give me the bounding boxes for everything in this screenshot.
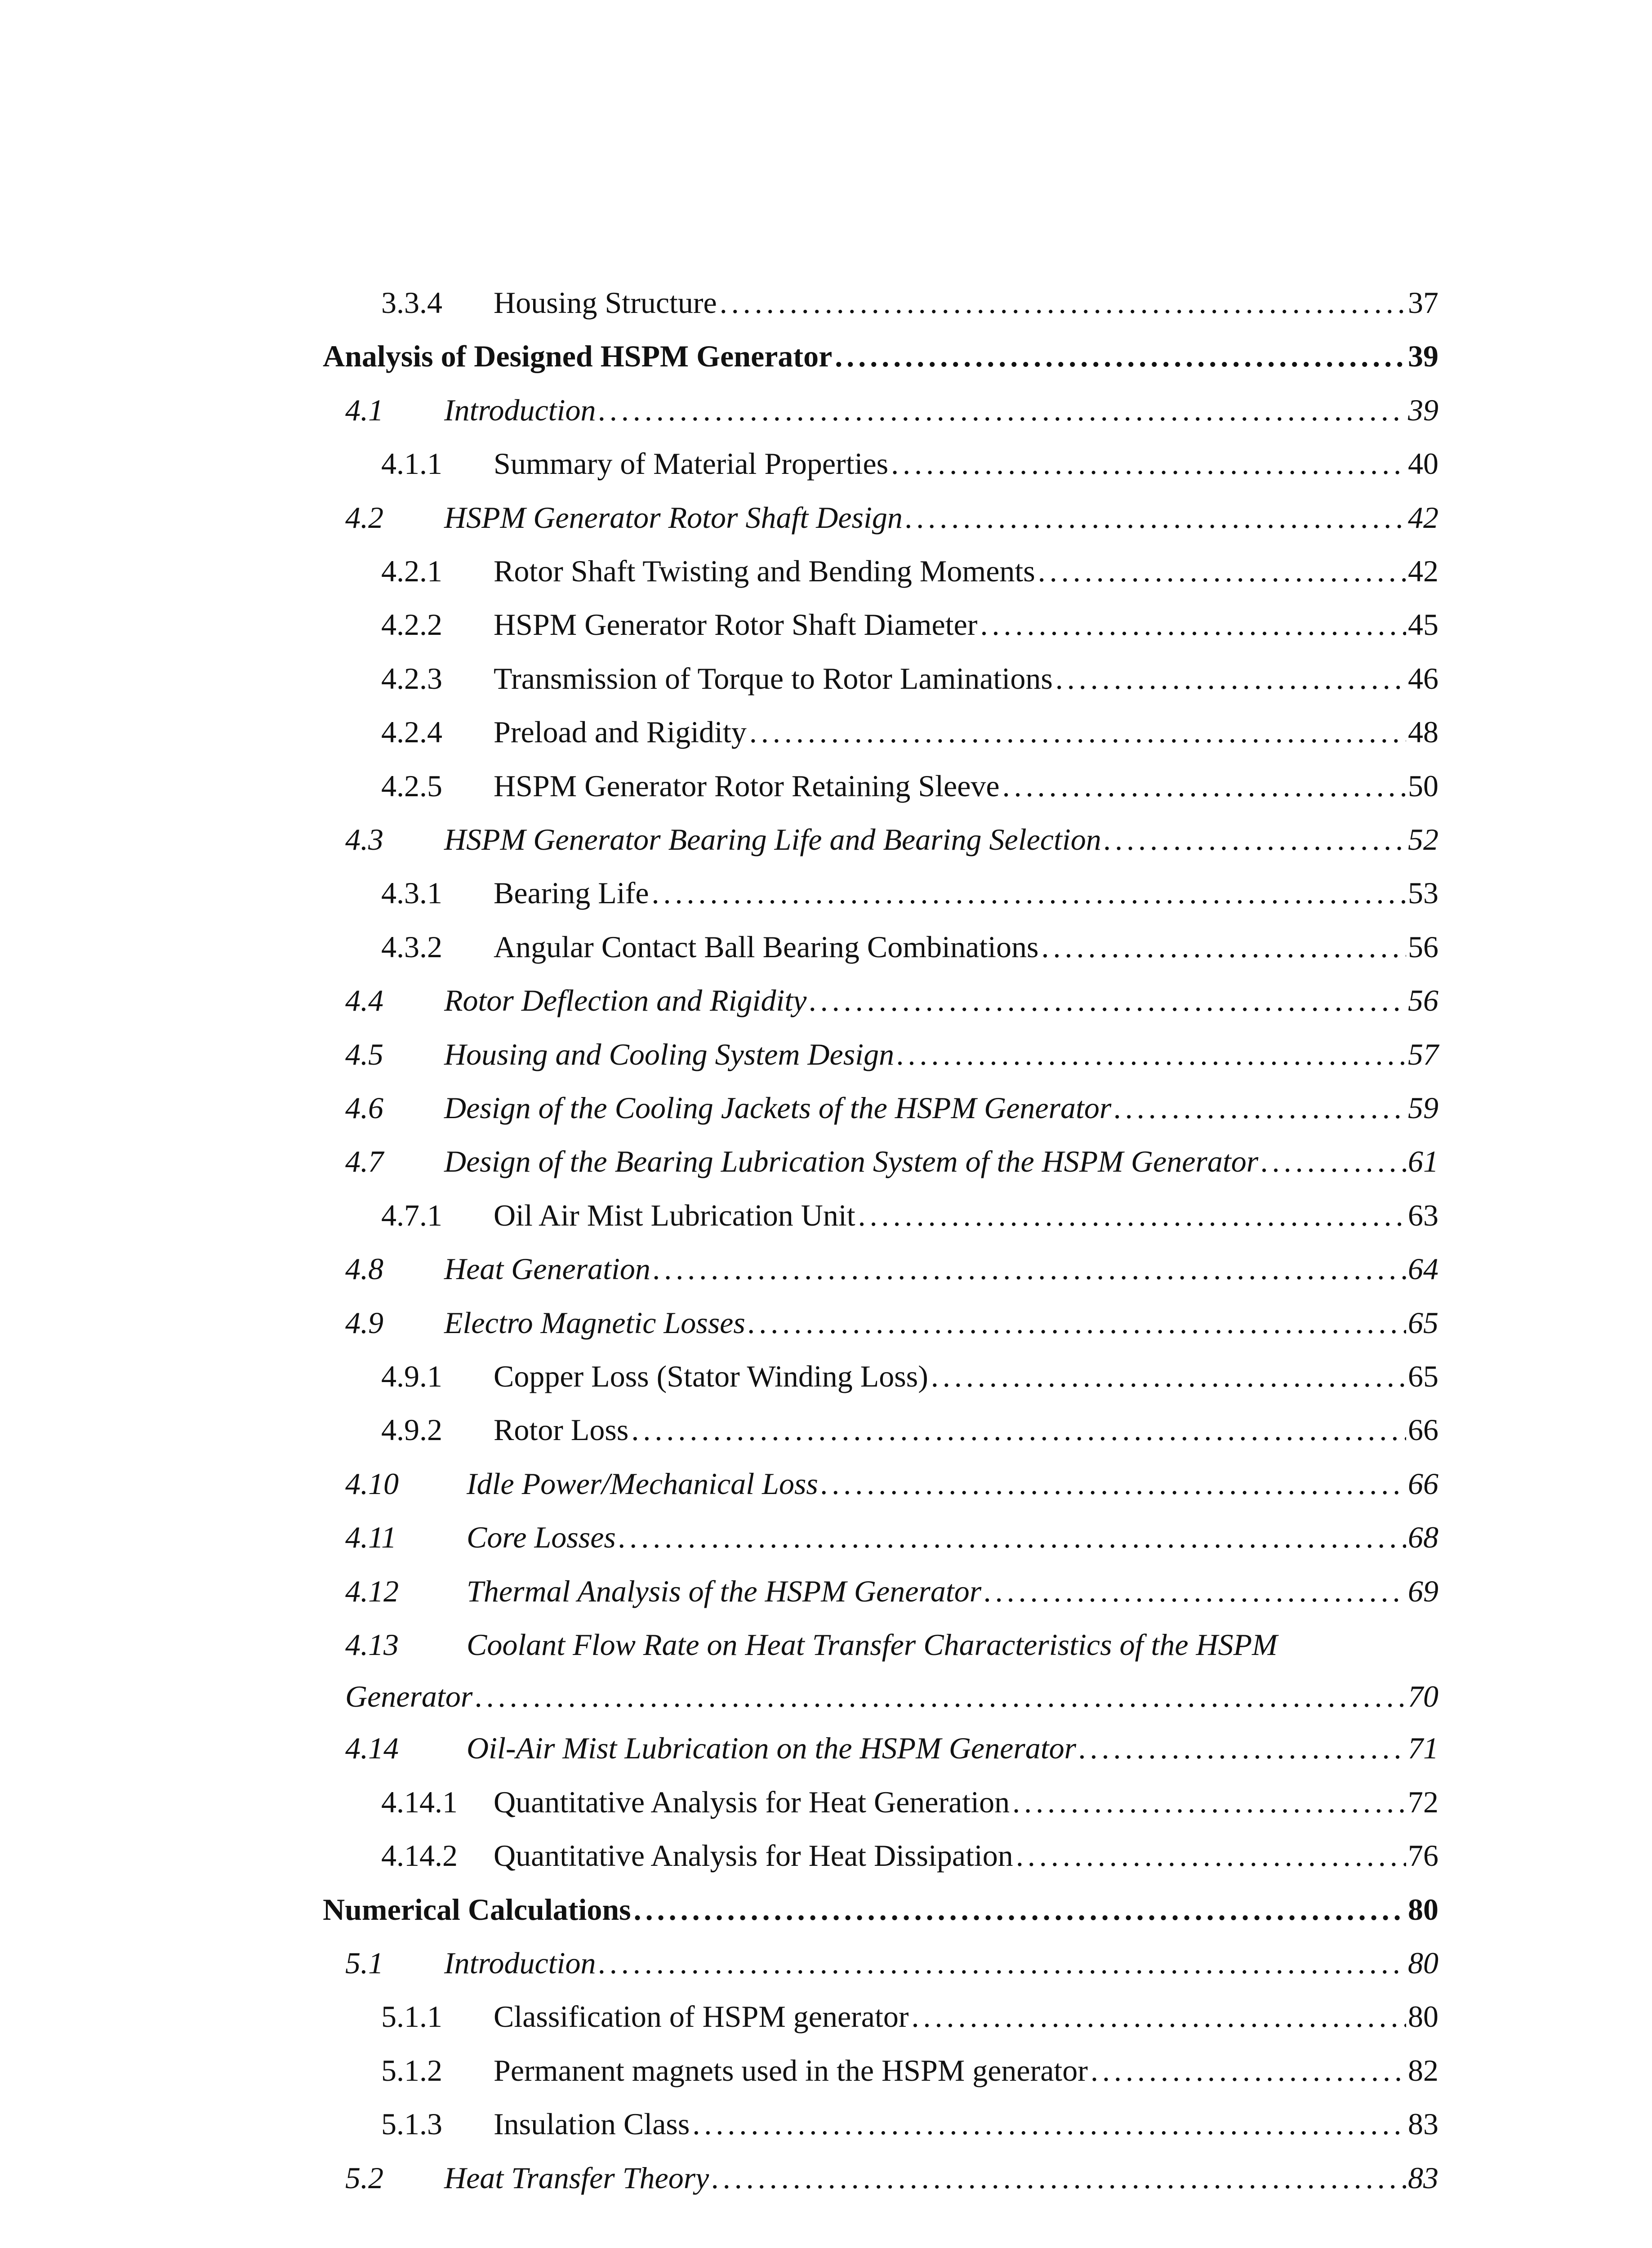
toc-entry[interactable]	[323, 1566, 1438, 1616]
toc-entry[interactable]	[323, 439, 1438, 488]
toc-leader-dots	[748, 1298, 1406, 1347]
toc-entry[interactable]	[323, 1405, 1438, 1454]
toc-entry-title: Copper Loss (Stator Winding Loss)	[494, 1359, 928, 1393]
toc-entry-page: 59	[1408, 1091, 1438, 1125]
toc-leader-dots	[1012, 1777, 1406, 1827]
toc-entry-page: 70	[1408, 1679, 1438, 1713]
toc-entry-page: 42	[1408, 554, 1438, 588]
toc-entry[interactable]	[323, 1030, 1438, 1079]
toc-entry-number: 5.1	[345, 1946, 383, 1980]
toc-entry[interactable]	[323, 1723, 1438, 1773]
toc-entry-title: Classification of HSPM generator	[494, 1999, 909, 2034]
toc-entry-title: Quantitative Analysis for Heat Dissipation	[494, 1838, 1013, 1873]
toc-entry[interactable]	[323, 922, 1438, 972]
toc-leader-dots	[692, 2099, 1406, 2149]
toc-entry-number: 4.2.4	[381, 715, 442, 749]
toc-entry-title: Heat Generation	[444, 1252, 650, 1286]
toc-entry-title-continued: Generator	[345, 1679, 473, 1713]
toc-entry-page: 72	[1408, 1784, 1438, 1819]
toc-entry-number: 4.3	[345, 822, 383, 856]
toc-entry-number: 4.8	[345, 1252, 383, 1286]
toc-entry[interactable]	[323, 493, 1438, 542]
toc-entry-page: 45	[1408, 607, 1438, 642]
toc-entry-page: 83	[1408, 2107, 1438, 2141]
toc-entry-number: 4.4	[345, 983, 383, 1018]
toc-entry-number: 4.1.1	[381, 446, 442, 481]
toc-entry-number: 5.2	[345, 2160, 383, 2195]
toc-entry-title: Rotor Shaft Twisting and Bending Moments	[494, 554, 1035, 588]
toc-entry[interactable]	[323, 331, 1438, 381]
toc-entry-title: Heat Transfer Theory	[444, 2160, 709, 2195]
toc-leader-dots	[1261, 1137, 1406, 1186]
toc-entry-page: 82	[1408, 2053, 1438, 2087]
toc-entry-number: 4.2.2	[381, 607, 442, 642]
toc-entry-number: 4.9	[345, 1305, 383, 1340]
toc-entry-number: 4.1	[345, 393, 383, 427]
toc-entry-number: 4.5	[345, 1037, 383, 1071]
toc-entry-title: Preload and Rigidity	[494, 715, 747, 749]
toc-entry-number: 4.7	[345, 1144, 383, 1179]
toc-entry-number: 4.14	[345, 1731, 399, 1766]
toc-entry-page: 80	[1408, 1892, 1438, 1927]
toc-entry-page: 57	[1408, 1037, 1438, 1071]
toc-entry-title: Angular Contact Ball Bearing Combinations	[494, 929, 1039, 964]
toc-leader-dots	[1055, 654, 1406, 703]
toc-entry-number: 4.13	[345, 1628, 399, 1662]
toc-entry[interactable]	[323, 2099, 1438, 2149]
toc-entry[interactable]	[323, 761, 1438, 811]
toc-leader-dots	[631, 1405, 1406, 1454]
toc-entry-page: 63	[1408, 1198, 1438, 1232]
toc-entry[interactable]	[323, 385, 1438, 435]
toc-entry-title: HSPM Generator Rotor Retaining Sleeve	[494, 768, 1000, 803]
toc-leader-dots	[475, 1672, 1406, 1721]
toc-entry-title: Rotor Deflection and Rigidity	[444, 983, 807, 1018]
toc-leader-dots	[980, 600, 1406, 649]
toc-leader-dots	[1079, 1723, 1406, 1773]
toc-entry[interactable]	[323, 868, 1438, 918]
toc-entry-page: 61	[1408, 1144, 1438, 1179]
toc-entry-page: 39	[1408, 393, 1438, 427]
toc-entry-title: Introduction	[444, 1946, 596, 1980]
toc-leader-dots	[598, 385, 1406, 435]
toc-entry[interactable]	[323, 600, 1438, 649]
toc-entry-page: 66	[1408, 1466, 1438, 1501]
toc-leader-dots	[634, 1885, 1406, 1934]
toc-entry[interactable]	[323, 278, 1438, 327]
toc-entry-title: Numerical Calculations	[323, 1892, 631, 1927]
toc-leader-dots	[720, 278, 1406, 327]
toc-entry[interactable]	[323, 1191, 1438, 1240]
toc-entry[interactable]	[323, 1351, 1438, 1401]
toc-leader-dots	[858, 1191, 1406, 1240]
toc-entry-page: 46	[1408, 661, 1438, 696]
toc-entry-title: HSPM Generator Bearing Life and Bearing Selection	[444, 822, 1101, 856]
toc-entry-number: 5.1.1	[381, 1999, 442, 2034]
toc-entry-number: 4.14.2	[381, 1838, 458, 1873]
toc-entry-page: 52	[1408, 822, 1438, 856]
toc-entry[interactable]	[323, 1298, 1438, 1347]
toc-entry-number: 4.2.5	[381, 768, 442, 803]
toc-entry-title: Idle Power/Mechanical Loss	[467, 1466, 818, 1501]
toc-entry-title: Core Losses	[467, 1520, 616, 1555]
toc-entry[interactable]	[323, 1992, 1438, 2041]
toc-entry-number: 4.9.1	[381, 1359, 442, 1393]
toc-leader-dots	[809, 976, 1406, 1025]
toc-entry[interactable]	[323, 546, 1438, 596]
toc-entry-title: Introduction	[444, 393, 596, 427]
toc-entry[interactable]	[323, 1459, 1438, 1508]
toc-entry-title: Design of the Bearing Lubrication System of the HSPM Generator	[444, 1144, 1259, 1179]
toc-entry[interactable]	[323, 815, 1438, 864]
toc-entry[interactable]	[323, 1831, 1438, 1880]
toc-leader-dots	[652, 868, 1406, 918]
toc-leader-dots	[1041, 922, 1406, 972]
toc-entry-page: 66	[1408, 1413, 1438, 1447]
toc-entry-page: 65	[1408, 1359, 1438, 1393]
toc-entry-title: Bearing Life	[494, 876, 649, 910]
toc-leader-dots	[598, 1938, 1406, 1988]
toc-leader-dots	[1016, 1831, 1406, 1880]
toc-entry-title: Summary of Material Properties	[494, 446, 889, 481]
toc-entry-number: 4.10	[345, 1466, 399, 1501]
toc-entry-page: 56	[1408, 929, 1438, 964]
toc-entry-title: Quantitative Analysis for Heat Generation	[494, 1784, 1010, 1819]
toc-entry[interactable]	[323, 2153, 1438, 2203]
toc-leader-dots	[1002, 761, 1406, 811]
toc-entry-title: Housing Structure	[494, 285, 717, 320]
toc-entry-number: 5.1.3	[381, 2107, 442, 2141]
toc-entry[interactable]	[323, 976, 1438, 1025]
toc-entry-page: 71	[1408, 1731, 1438, 1766]
toc-entry-title: Oil Air Mist Lubrication Unit	[494, 1198, 855, 1232]
toc-leader-dots	[1091, 2046, 1406, 2095]
toc-entry-number: 4.2.3	[381, 661, 442, 696]
toc-entry-title: HSPM Generator Rotor Shaft Design	[444, 500, 903, 535]
toc-entry-title: Analysis of Designed HSPM Generator	[323, 339, 833, 374]
toc-entry[interactable]	[323, 1885, 1438, 1934]
toc-entry[interactable]	[323, 1137, 1438, 1186]
toc-entry[interactable]	[323, 1244, 1438, 1293]
toc-entry[interactable]	[323, 1083, 1438, 1133]
toc-entry-page: 39	[1408, 339, 1438, 374]
toc-leader-dots	[619, 1512, 1406, 1562]
toc-entry-title: Design of the Cooling Jackets of the HSPM Generator	[444, 1091, 1112, 1125]
toc-leader-dots	[897, 1030, 1406, 1079]
toc-leader-dots	[653, 1244, 1406, 1293]
toc-leader-dots	[749, 707, 1406, 757]
toc-entry-number: 4.7.1	[381, 1198, 442, 1232]
toc-entry[interactable]	[323, 1620, 1438, 1723]
toc-entry-number: 4.12	[345, 1574, 399, 1608]
toc-entry-number: 4.11	[345, 1520, 396, 1555]
toc-entry-page: 65	[1408, 1305, 1438, 1340]
toc-entry-number: 4.9.2	[381, 1413, 442, 1447]
toc-leader-dots	[1038, 546, 1406, 596]
toc-entry-number: 4.3.2	[381, 929, 442, 964]
toc-entry[interactable]	[323, 654, 1438, 703]
toc-entry-page: 76	[1408, 1838, 1438, 1873]
toc-entry-title: HSPM Generator Rotor Shaft Diameter	[494, 607, 978, 642]
toc-entry-title: Oil-Air Mist Lubrication on the HSPM Generator	[467, 1731, 1077, 1766]
toc-leader-dots	[821, 1459, 1406, 1508]
toc-entry-page: 69	[1408, 1574, 1438, 1608]
toc-leader-dots	[891, 439, 1406, 488]
toc-leader-dots	[835, 331, 1406, 381]
toc-entry-page: 83	[1408, 2160, 1438, 2195]
toc-entry-page: 50	[1408, 768, 1438, 803]
toc-entry[interactable]	[323, 1512, 1438, 1562]
toc-entry-page: 40	[1408, 446, 1438, 481]
toc-entry-number: 4.6	[345, 1091, 383, 1125]
toc-entry[interactable]	[323, 1777, 1438, 1827]
toc-entry[interactable]	[323, 1938, 1438, 1988]
toc-entry-title: Permanent magnets used in the HSPM generator	[494, 2053, 1088, 2087]
toc-leader-dots	[905, 493, 1406, 542]
toc-entry-page: 68	[1408, 1520, 1438, 1555]
toc-entry-title: Electro Magnetic Losses	[444, 1305, 745, 1340]
toc-entry-page: 80	[1408, 1999, 1438, 2034]
toc-entry-page: 48	[1408, 715, 1438, 749]
toc-leader-dots	[1114, 1083, 1406, 1133]
toc-entry-title: Rotor Loss	[494, 1413, 629, 1447]
toc-entry[interactable]	[323, 2046, 1438, 2095]
toc-entry-page: 53	[1408, 876, 1438, 910]
toc-leader-dots	[931, 1351, 1406, 1401]
toc-leader-dots	[984, 1566, 1406, 1616]
toc-entry-title: Thermal Analysis of the HSPM Generator	[467, 1574, 982, 1608]
toc-entry-number: 4.2.1	[381, 554, 442, 588]
toc-entry-number: 5.1.2	[381, 2053, 442, 2087]
toc-entry-page: 64	[1408, 1252, 1438, 1286]
toc-leader-dots	[912, 1992, 1406, 2041]
toc-leader-dots	[1104, 815, 1406, 864]
toc-entry-number: 4.2	[345, 500, 383, 535]
toc-entry-title: Housing and Cooling System Design	[444, 1037, 895, 1071]
toc-entry-number: 3.3.4	[381, 285, 442, 320]
toc-entry-page: 56	[1408, 983, 1438, 1018]
toc-entry-title: Coolant Flow Rate on Heat Transfer Characteristics of the HSPM	[467, 1628, 1278, 1662]
toc-entry[interactable]	[323, 707, 1438, 757]
toc-entry-number: 4.3.1	[381, 876, 442, 910]
toc-entry-page: 42	[1408, 500, 1438, 535]
toc-entry-page: 37	[1408, 285, 1438, 320]
toc-leader-dots	[712, 2153, 1406, 2203]
toc-entry-title: Transmission of Torque to Rotor Laminations	[494, 661, 1053, 696]
toc-entry-number: 4.14.1	[381, 1784, 458, 1819]
toc-entry-page: 80	[1408, 1946, 1438, 1980]
toc-entry-title: Insulation Class	[494, 2107, 690, 2141]
